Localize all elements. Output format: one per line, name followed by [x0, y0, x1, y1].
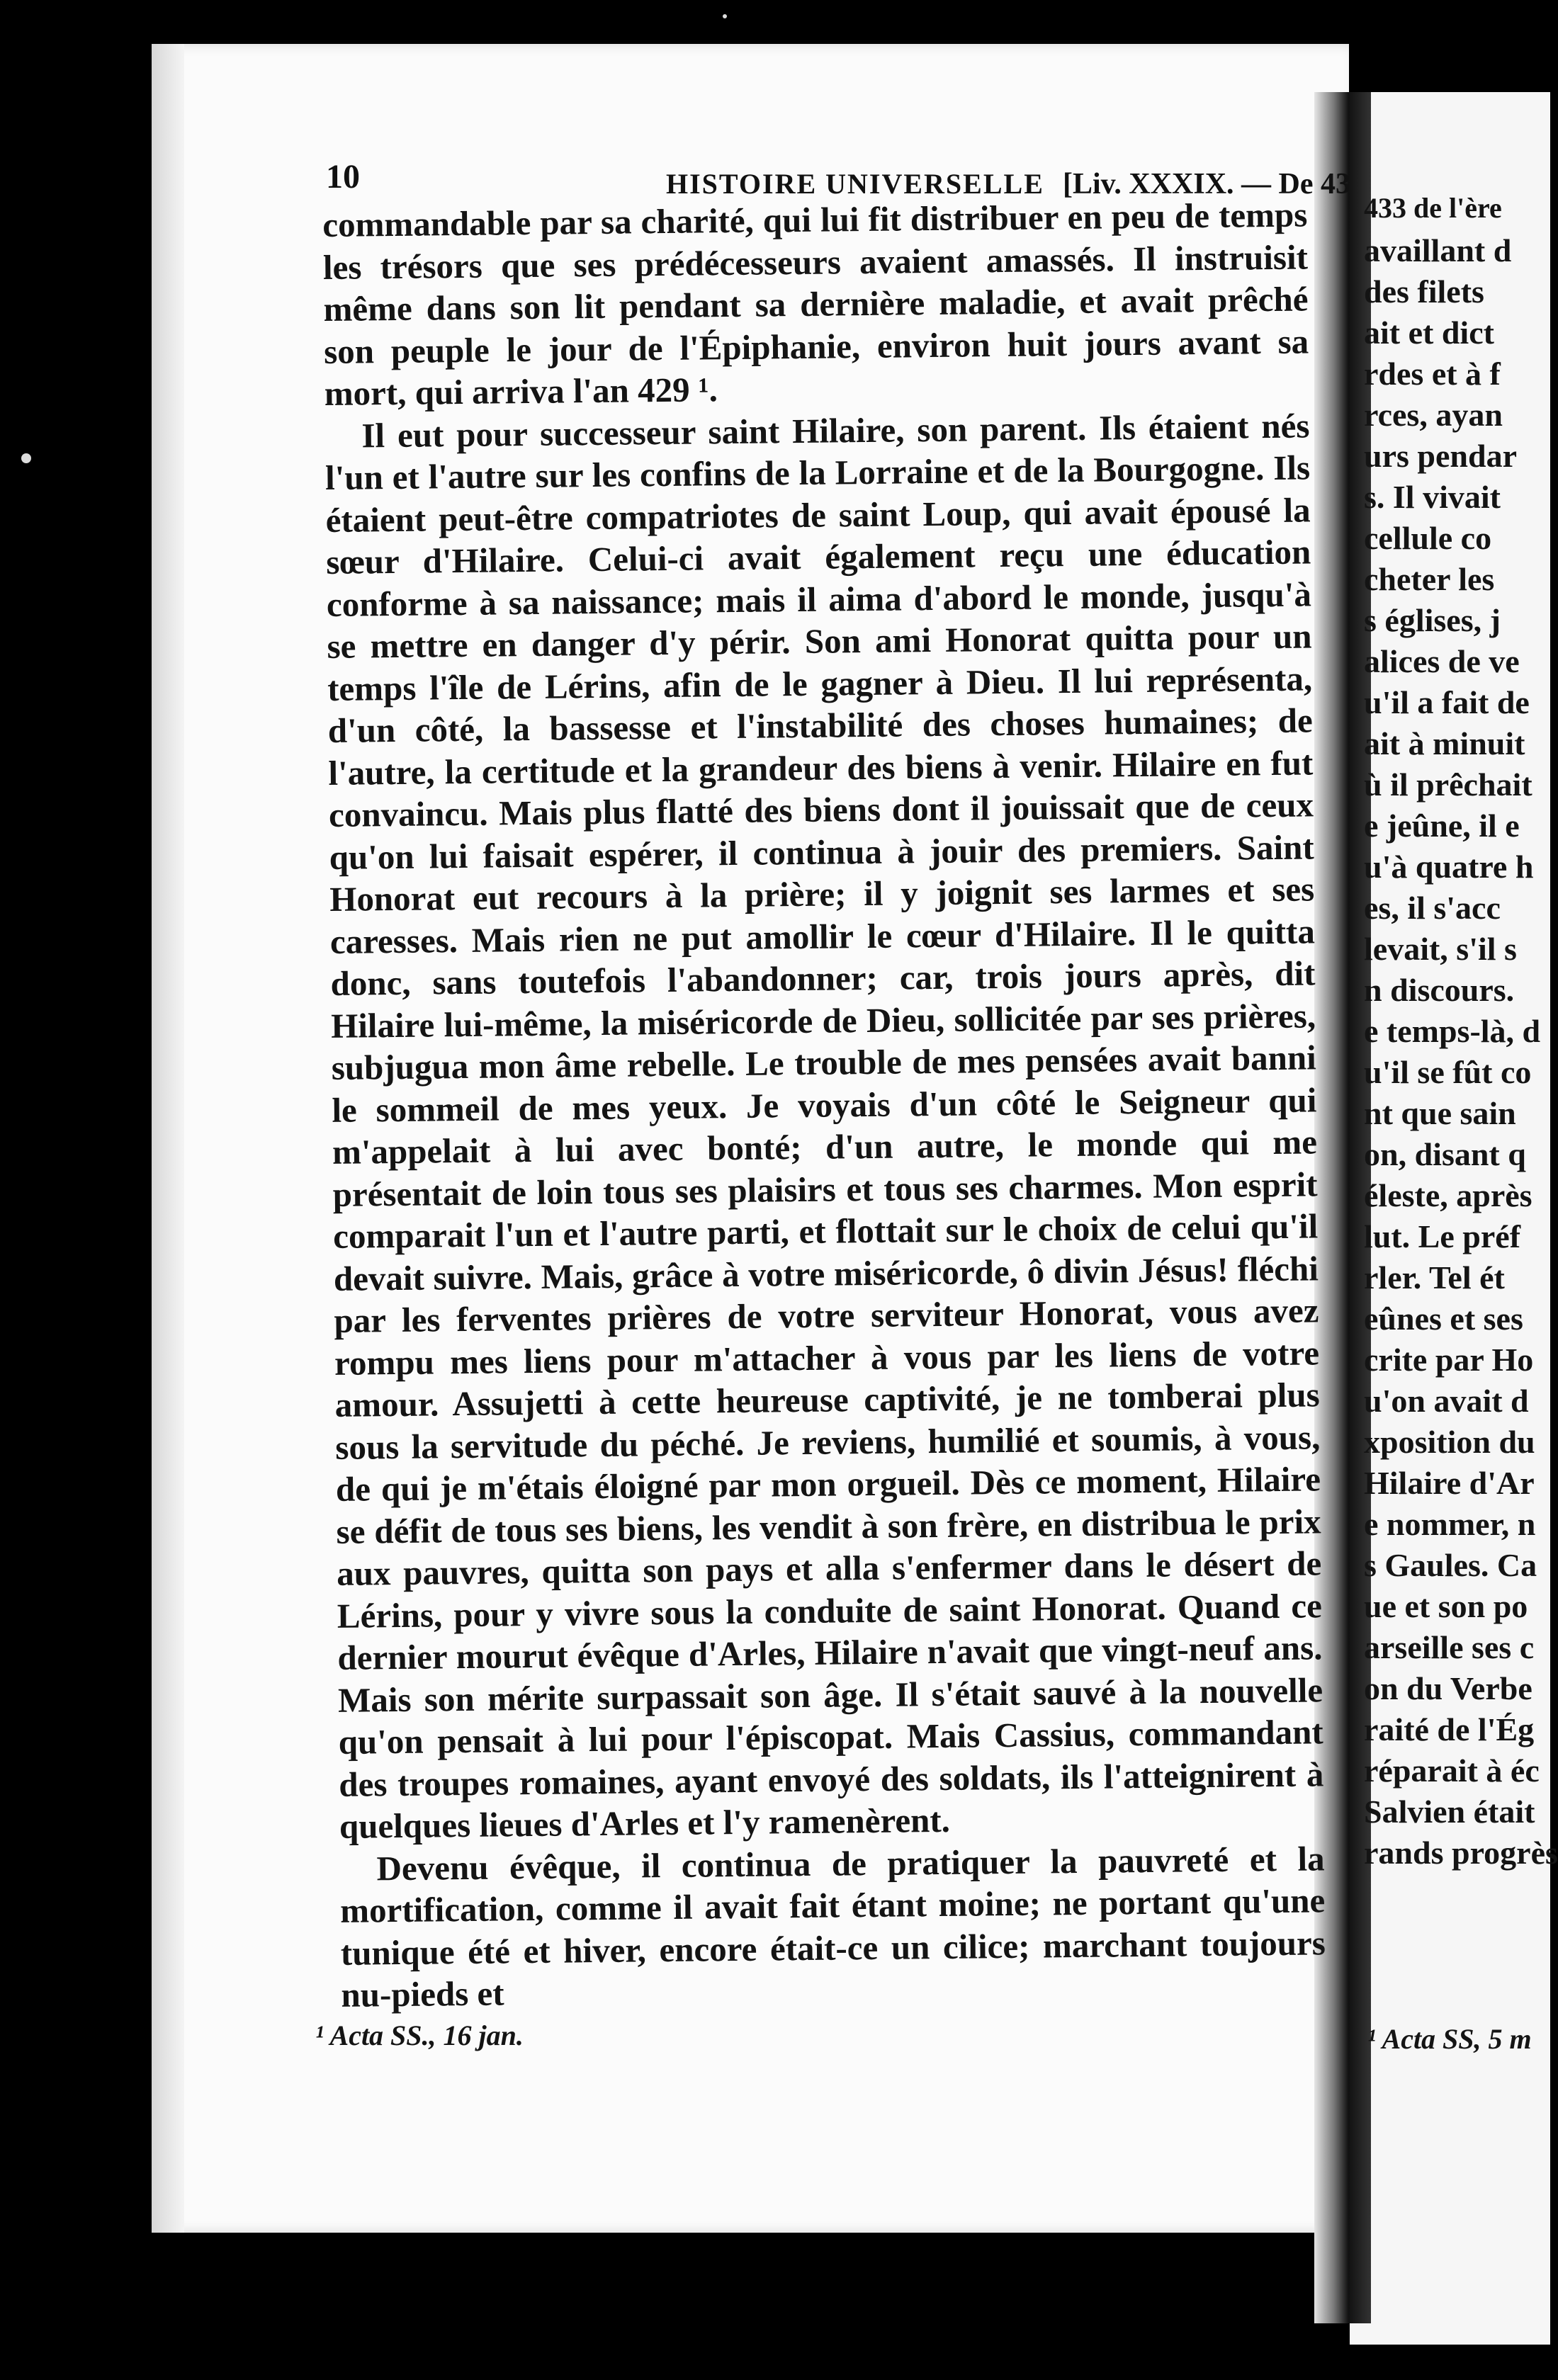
facing-page-line: ue et son po	[1364, 1588, 1528, 1624]
facing-page-line: u'on avait d	[1364, 1383, 1529, 1419]
facing-page-line: nt que sain	[1364, 1095, 1516, 1131]
section-reference: [Liv. XXXIX. — De 43	[1063, 168, 1350, 200]
facing-page-text	[1364, 188, 1558, 1874]
page-body	[322, 193, 1326, 2014]
facing-page-line: e jeûne, il e	[1364, 808, 1520, 844]
facing-page-line: arseille ses c	[1364, 1629, 1535, 1665]
facing-page-line: rces, ayan	[1364, 397, 1503, 433]
facing-page-line: ait et dict	[1364, 314, 1494, 351]
facing-page-line: es, il s'acc	[1364, 890, 1501, 926]
facing-page-line: Hilaire d'Ar	[1364, 1465, 1535, 1501]
facing-page-line: ait à minuit	[1364, 725, 1525, 761]
facing-page-line: levait, s'il s	[1364, 931, 1517, 967]
facing-page-line: u'il a fait de	[1364, 684, 1530, 720]
facing-page-line: éleste, après	[1364, 1177, 1532, 1213]
facing-page-lines	[1364, 230, 1558, 1874]
paragraph: Il eut pour successeur saint Hilaire, son parent. Ils étaient nés l'un et l'autre sur les confins de la Lorraine et de la Bourgogne. Ils étaient peut-être compatriotes de saint Loup, qui avait épousé la sœur d'Hilaire. Celui-ci avait également reçu une éducation conforme à sa naissance; mais il aima d'abord le monde, jusqu'à se mettre en danger d'y périr. Son ami Honorat quitta pour un temps l'île de Lérins, afin de le gagner à Dieu. Il lui représenta, d'un côté, la bassesse et l'instabilité des choses humaines; de l'autre, la certitude et la grandeur des biens à venir. Hilaire en fut convaincu. Mais plus flatté des biens dont il jouissait que de ceux qu'on lui faisait espérer, il continua à jouir des premiers. Saint Honorat eut recours à la prière; il y joignit ses larmes et ses caresses. Mais rien ne put amollir le cœur d'Hilaire. Il le quitta donc, sans toutefois l'abandonner; car, trois jours après, dit Hilaire lui-même, la miséricorde de Dieu, sollicitée par ses prières, subjugua mon âme rebelle. Le trouble de mes pensées avait banni le sommeil de mes yeux. Je voyais d'un côté le Seigneur qui m'appelait à lui avec bonté; d'un autre, le monde qui me présentait de loin tous ses plaisirs et tous ses charmes. Mon esprit comparait l'un et l'autre parti, et flottait sur le choix de celui qu'il devait suivre. Mais, grâce à votre miséricorde, ô divin Jésus! fléchi par les ferventes prières de votre serviteur Honorat, vous avez rompu mes liens pour m'attacher à vous par les liens de votre amour. Assujetti à cette heureuse captivité, je ne tomberai plus sous la servitude du péché. Je reviens, humilié et soumis, à vous, de qui je m'étais éloigné par mon orgueil. Dès ce moment, Hilaire se défit de tous ses biens, les vendit à son frère, en distribua le prix aux pauvres, quitta son pays et alla s'enfermer dans le désert de Lérins, pour y vivre sous la conduite de saint Honorat. Quand ce dernier mourut évêque d'Arles, Hilaire n'avait que vingt-neuf ans. Mais son mérite surpassait son âge. Il s'était sauvé à la nouvelle qu'on pensait à lui pour l'épiscopat. Mais Cassius, commandant des troupes romaines, ayant envoyé des soldats, ils l'atteignirent à quelques lieues d'Arles et l'y ramenèrent.	[324, 405, 1324, 1846]
facing-page-line: ù il prêchait	[1364, 766, 1532, 803]
facing-page-line: rands progrès	[1364, 1835, 1558, 1871]
paragraph: commandable par sa charité, qui lui fit distribuer en peu de temps les trésors que ses prédécesseurs avaient amassés. Il instruisit même dans son lit pendant sa dernière maladie, et avait prêché son peuple le jour de l'Épiphanie, environ huit jours avant sa mort, qui arriva l'an 429 ¹.	[322, 195, 1309, 413]
facing-page-line: u'il se fût co	[1364, 1054, 1532, 1090]
facing-page-header: 433 de l'ère	[1364, 192, 1502, 224]
facing-page-line: e temps-là, d	[1364, 1013, 1541, 1049]
facing-page-line: raité de l'Ég	[1364, 1711, 1535, 1747]
facing-page-line: s. Il vivait	[1364, 479, 1501, 515]
paragraph: Devenu évêque, il continua de pratiquer la pauvreté et la mortification, comme il avait fait étant moine; ne portant qu'une tunique été et hiver, encore était-ce un cilice; marchant toujours nu-pieds et	[339, 1838, 1326, 2014]
facing-page-line: Salvien était	[1364, 1794, 1535, 1830]
facing-page-line: crite par Ho	[1364, 1342, 1534, 1378]
facing-page-footnote: ¹ Acta SS, 5 m	[1367, 2023, 1532, 2055]
facing-page-line: réparait à éc	[1364, 1752, 1540, 1789]
running-head: HISTOIRE UNIVERSELLE	[666, 168, 1044, 200]
facing-page-line: xposition du	[1364, 1424, 1535, 1460]
facing-page-line: eûnes et ses	[1364, 1300, 1523, 1337]
facing-page-line: lut. Le préf	[1364, 1218, 1521, 1254]
facing-page-line: cellule co	[1364, 520, 1492, 556]
facing-page-line: on, disant q	[1364, 1136, 1526, 1172]
facing-page-line: e nommer, n	[1364, 1506, 1536, 1542]
facing-page-line: rler. Tel ét	[1364, 1259, 1505, 1296]
facing-page-line: n discours.	[1364, 972, 1515, 1008]
scan-speck	[723, 14, 727, 18]
facing-page-line: s églises, j	[1364, 602, 1501, 638]
scan-speck	[21, 453, 31, 463]
facing-page-line: availlant d	[1364, 232, 1512, 268]
footnote: ¹ Acta SS., 16 jan.	[315, 2019, 524, 2051]
page-number: 10	[326, 158, 360, 196]
facing-page-line: alices de ve	[1364, 643, 1520, 679]
facing-page-line: on du Verbe	[1364, 1670, 1532, 1706]
facing-page-line: cheter les	[1364, 561, 1495, 597]
facing-page-line: s Gaules. Ca	[1364, 1547, 1537, 1583]
facing-page-line: urs pendar	[1364, 438, 1517, 474]
facing-page-line: u'à quatre h	[1364, 849, 1534, 885]
facing-page-line: rdes et à f	[1364, 356, 1501, 392]
facing-page-line: des filets	[1364, 273, 1484, 310]
